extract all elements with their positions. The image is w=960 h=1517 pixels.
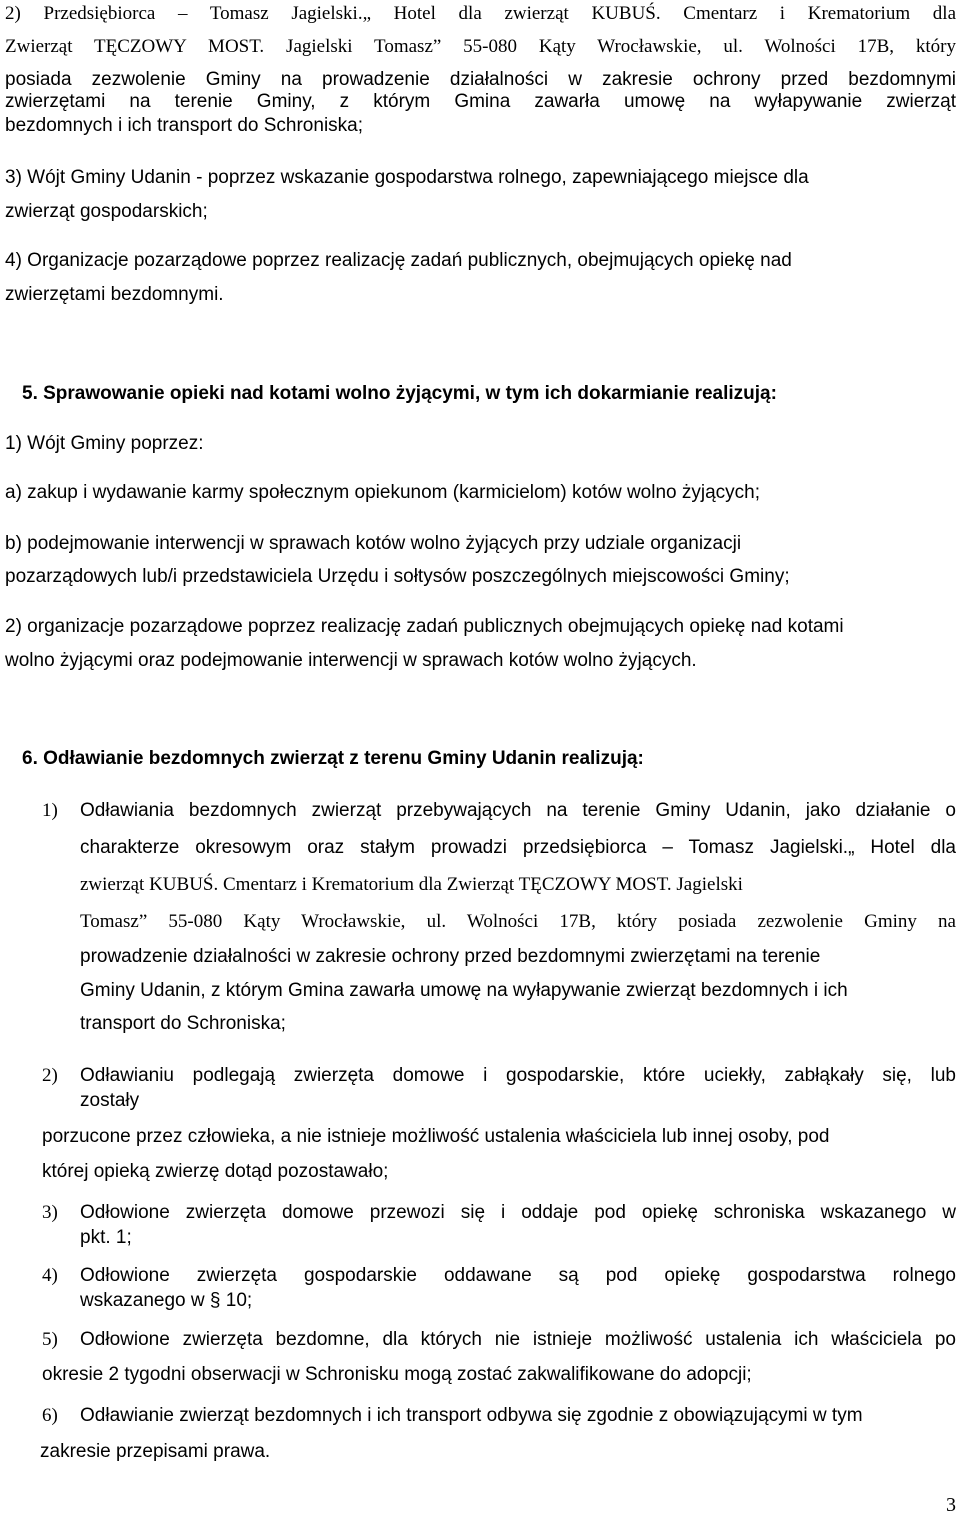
- intro-p2-line-3: posiada zezwolenie Gminy na prowadzenie działalności w zakresie ochrony przed bezdomnymi: [5, 69, 956, 90]
- section-6-item-5-number: 5): [42, 1329, 58, 1350]
- section-5-item-a: a) zakup i wydawanie karmy społecznym opiekunom (karmicielom) kotów wolno żyjących;: [5, 482, 760, 503]
- section-6-item-1-line-2: charakterze okresowym oraz stałym prowadzi przedsiębiorca – Tomasz Jagielski.„ Hotel dla: [80, 837, 956, 858]
- intro-p2-line-2: Zwierząt TĘCZOWY MOST. Jagielski Tomasz” 55-080 Kąty Wrocławskie, ul. Wolności 17B, który: [5, 36, 956, 57]
- intro-p3-line-2: zwierząt gospodarskich;: [5, 201, 208, 222]
- section-6-item-2-line-2: zostały: [80, 1090, 140, 1111]
- section-6-heading: 6. Odławianie bezdomnych zwierząt z terenu Gminy Udanin realizują:: [22, 748, 644, 769]
- section-6-item-6-line-1: Odławianie zwierząt bezdomnych i ich transport odbywa się zgodnie z obowiązującymi w tym: [80, 1405, 863, 1426]
- section-6-item-3-line-2: pkt. 1;: [80, 1227, 132, 1248]
- intro-p4-line-1: 4) Organizacje pozarządowe poprzez realizację zadań publicznych, obejmujących opiekę nad: [5, 250, 792, 271]
- section-6-item-5-line-1: Odłowione zwierzęta bezdomne, dla których nie istnieje możliwość ustalenia ich właściciela po: [80, 1329, 956, 1350]
- section-6-item-4-number: 4): [42, 1265, 58, 1286]
- section-5-item-b-line-1: b) podejmowanie interwencji w sprawach kotów wolno żyjących przy udziale organizacji: [5, 533, 742, 554]
- section-5-item-2-line-1: 2) organizacje pozarządowe poprzez realizację zadań publicznych obejmujących opiekę nad kotami: [5, 616, 844, 637]
- intro-p2-line-1: 2) Przedsiębiorca – Tomasz Jagielski.„ Hotel dla zwierząt KUBUŚ. Cmentarz i Krematorium dla: [5, 3, 956, 24]
- section-5-item-2-line-2: wolno żyjącymi oraz podejmowanie interwencji w sprawach kotów wolno żyjących.: [5, 650, 697, 671]
- section-6-item-5-line-2: okresie 2 tygodni obserwacji w Schronisku mogą zostać zakwalifikowane do adopcji;: [42, 1364, 752, 1385]
- page-number: 3: [946, 1494, 956, 1516]
- section-6-item-1-line-6: Gminy Udanin, z którym Gmina zawarła umowę na wyłapywanie zwierząt bezdomnych i ich: [80, 980, 848, 1001]
- section-6-item-6-line-2: zakresie przepisami prawa.: [40, 1441, 271, 1462]
- section-5-item-b-line-2: pozarządowych lub/i przedstawiciela Urzędu i sołtysów poszczególnych miejscowości Gminy;: [5, 566, 790, 587]
- section-6-item-1-line-3: zwierząt KUBUŚ. Cmentarz i Krematorium dla Zwierząt TĘCZOWY MOST. Jagielski: [80, 874, 743, 895]
- section-6-item-2-number: 2): [42, 1065, 58, 1086]
- section-6-item-2-line-3: porzucone przez człowieka, a nie istnieje możliwość ustalenia właściciela lub innej osoby, pod: [42, 1126, 830, 1147]
- section-6-item-2-line-1: Odławianiu podlegają zwierzęta domowe i gospodarskie, które uciekły, zabłąkały się, lub: [80, 1065, 956, 1086]
- intro-p3-line-1: 3) Wójt Gminy Udanin - poprzez wskazanie gospodarstwa rolnego, zapewniającego miejsce dla: [5, 167, 809, 188]
- section-5-item-1: 1) Wójt Gminy poprzez:: [5, 433, 204, 454]
- section-6-item-1-line-1: Odławiania bezdomnych zwierząt przebywających na terenie Gminy Udanin, jako działanie o: [80, 800, 956, 821]
- section-5-heading: 5. Sprawowanie opieki nad kotami wolno żyjącymi, w tym ich dokarmianie realizują:: [22, 383, 777, 404]
- section-6-item-2-line-4: której opieką zwierzę dotąd pozostawało;: [42, 1161, 389, 1182]
- section-6-item-1-line-4: Tomasz” 55-080 Kąty Wrocławskie, ul. Wolności 17B, który posiada zezwolenie Gminy na: [80, 911, 956, 932]
- intro-p2-line-5: bezdomnych i ich transport do Schroniska;: [5, 115, 364, 136]
- section-6-item-1-number: 1): [42, 800, 58, 821]
- section-6-item-3-line-1: Odłowione zwierzęta domowe przewozi się i oddaje pod opiekę schroniska wskazanego w: [80, 1202, 956, 1223]
- section-6-item-1-line-7: transport do Schroniska;: [80, 1013, 286, 1034]
- section-6-item-3-number: 3): [42, 1202, 58, 1223]
- section-6-item-1-line-5: prowadzenie działalności w zakresie ochrony przed bezdomnymi zwierzętami na terenie: [80, 946, 821, 967]
- section-6-item-4-line-1: Odłowione zwierzęta gospodarskie oddawane są pod opiekę gospodarstwa rolnego: [80, 1265, 956, 1286]
- intro-p4-line-2: zwierzętami bezdomnymi.: [5, 284, 224, 305]
- section-6-item-4-line-2: wskazanego w § 10;: [80, 1290, 253, 1311]
- intro-p2-line-4: zwierzętami na terenie Gminy, z którym Gmina zawarła umowę na wyłapywanie zwierząt: [5, 91, 956, 112]
- section-6-item-6-number: 6): [42, 1405, 58, 1426]
